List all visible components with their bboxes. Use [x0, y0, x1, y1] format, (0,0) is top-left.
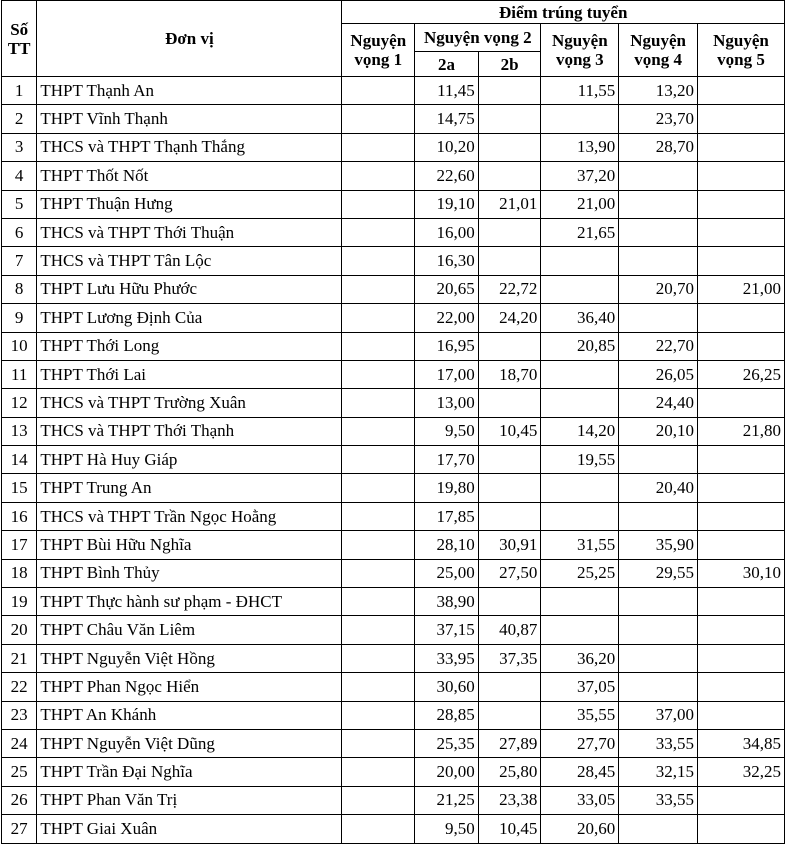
- score-nv2b: 23,38: [478, 786, 541, 814]
- table-row: [2, 815, 785, 843]
- score-nv5: [698, 786, 785, 814]
- header-nv2b: 2b: [478, 52, 541, 77]
- table-row: [2, 559, 785, 587]
- score-nv2b: [478, 162, 541, 190]
- score-nv3: 28,45: [541, 758, 619, 786]
- score-nv2a: 16,95: [415, 332, 479, 360]
- score-nv1: [342, 360, 415, 388]
- score-nv1: [342, 304, 415, 332]
- score-nv3: [541, 105, 619, 133]
- table-row: [2, 105, 785, 133]
- unit-name: THPT Hà Huy Giáp: [37, 446, 342, 474]
- row-number: 11: [2, 360, 37, 388]
- score-nv5: [698, 474, 785, 502]
- score-nv3: 36,20: [541, 644, 619, 672]
- score-nv5: 21,00: [698, 275, 785, 303]
- score-nv1: [342, 701, 415, 729]
- score-nv1: [342, 218, 415, 246]
- score-nv3: [541, 360, 619, 388]
- score-nv4: [619, 218, 698, 246]
- score-nv2b: [478, 77, 541, 105]
- score-nv3: 13,90: [541, 133, 619, 161]
- score-nv1: [342, 616, 415, 644]
- unit-name: THPT Phan Văn Trị: [37, 786, 342, 814]
- unit-name: THPT Châu Văn Liêm: [37, 616, 342, 644]
- header-nv4: Nguyện vọng 4: [619, 24, 698, 77]
- score-nv2b: [478, 446, 541, 474]
- score-nv3: [541, 588, 619, 616]
- score-nv2a: 9,50: [415, 417, 479, 445]
- unit-name: THPT Trung An: [37, 474, 342, 502]
- score-nv1: [342, 786, 415, 814]
- unit-name: THPT Phan Ngọc Hiển: [37, 673, 342, 701]
- row-number: 2: [2, 105, 37, 133]
- table-row: [2, 77, 785, 105]
- score-nv3: 14,20: [541, 417, 619, 445]
- score-nv2b: [478, 332, 541, 360]
- score-nv2b: [478, 133, 541, 161]
- unit-name: THCS và THPT Trường Xuân: [37, 389, 342, 417]
- table-row: [2, 417, 785, 445]
- row-number: 9: [2, 304, 37, 332]
- unit-name: THPT Trần Đại Nghĩa: [37, 758, 342, 786]
- score-nv1: [342, 588, 415, 616]
- score-nv4: 13,20: [619, 77, 698, 105]
- score-nv5: [698, 815, 785, 843]
- score-nv4: [619, 247, 698, 275]
- score-nv4: [619, 588, 698, 616]
- score-nv1: [342, 474, 415, 502]
- table-row: [2, 786, 785, 814]
- score-nv4: [619, 190, 698, 218]
- score-nv2b: [478, 247, 541, 275]
- row-number: 18: [2, 559, 37, 587]
- score-nv3: 21,65: [541, 218, 619, 246]
- score-nv2b: [478, 105, 541, 133]
- header-nv2: Nguyện vọng 2: [415, 24, 541, 52]
- table-row: [2, 304, 785, 332]
- score-nv2b: 18,70: [478, 360, 541, 388]
- score-nv2a: 30,60: [415, 673, 479, 701]
- score-nv2b: 27,89: [478, 729, 541, 757]
- score-nv1: [342, 559, 415, 587]
- table-row: [2, 502, 785, 530]
- score-nv4: [619, 644, 698, 672]
- table-row: [2, 275, 785, 303]
- score-nv4: 24,40: [619, 389, 698, 417]
- row-number: 17: [2, 531, 37, 559]
- unit-name: THPT Lưu Hữu Phước: [37, 275, 342, 303]
- score-nv2b: 37,35: [478, 644, 541, 672]
- table-row: [2, 588, 785, 616]
- score-nv4: 28,70: [619, 133, 698, 161]
- score-nv1: [342, 247, 415, 275]
- score-nv5: [698, 701, 785, 729]
- table-row: [2, 360, 785, 388]
- unit-name: THPT Nguyễn Việt Hồng: [37, 644, 342, 672]
- table-row: [2, 701, 785, 729]
- score-nv5: [698, 446, 785, 474]
- score-nv5: 30,10: [698, 559, 785, 587]
- row-number: 13: [2, 417, 37, 445]
- score-nv3: 35,55: [541, 701, 619, 729]
- table-body: [2, 77, 785, 844]
- score-nv2a: 22,60: [415, 162, 479, 190]
- score-nv1: [342, 389, 415, 417]
- score-nv4: 22,70: [619, 332, 698, 360]
- score-nv2b: 25,80: [478, 758, 541, 786]
- score-nv3: [541, 275, 619, 303]
- score-nv4: 35,90: [619, 531, 698, 559]
- score-nv3: [541, 389, 619, 417]
- score-nv2a: 17,70: [415, 446, 479, 474]
- row-number: 21: [2, 644, 37, 672]
- score-nv3: [541, 616, 619, 644]
- score-nv2b: 40,87: [478, 616, 541, 644]
- table-row: [2, 644, 785, 672]
- score-nv5: [698, 162, 785, 190]
- score-nv5: [698, 502, 785, 530]
- table-row: [2, 190, 785, 218]
- table-row: [2, 616, 785, 644]
- unit-name: THPT Vĩnh Thạnh: [37, 105, 342, 133]
- score-nv2a: 13,00: [415, 389, 479, 417]
- score-nv1: [342, 417, 415, 445]
- row-number: 7: [2, 247, 37, 275]
- score-nv2a: 19,10: [415, 190, 479, 218]
- row-number: 8: [2, 275, 37, 303]
- row-number: 5: [2, 190, 37, 218]
- score-nv3: 37,20: [541, 162, 619, 190]
- score-nv3: [541, 474, 619, 502]
- score-nv2a: 11,45: [415, 77, 479, 105]
- score-nv2b: [478, 701, 541, 729]
- score-nv5: [698, 105, 785, 133]
- score-nv1: [342, 275, 415, 303]
- score-nv1: [342, 133, 415, 161]
- table-row: [2, 133, 785, 161]
- unit-name: THPT An Khánh: [37, 701, 342, 729]
- header-nv5: Nguyện vọng 5: [698, 24, 785, 77]
- score-nv5: [698, 77, 785, 105]
- score-nv5: 32,25: [698, 758, 785, 786]
- score-nv5: [698, 673, 785, 701]
- row-number: 25: [2, 758, 37, 786]
- header-nv3: Nguyện vọng 3: [541, 24, 619, 77]
- score-nv3: 20,85: [541, 332, 619, 360]
- admission-scores-table: [1, 0, 785, 844]
- header-nv2a: 2a: [415, 52, 479, 77]
- score-nv5: [698, 531, 785, 559]
- unit-name: THPT Thới Lai: [37, 360, 342, 388]
- unit-name: THPT Thuận Hưng: [37, 190, 342, 218]
- score-nv2a: 28,10: [415, 531, 479, 559]
- score-nv1: [342, 162, 415, 190]
- row-number: 6: [2, 218, 37, 246]
- table-row: [2, 474, 785, 502]
- score-nv2b: [478, 588, 541, 616]
- score-nv1: [342, 190, 415, 218]
- unit-name: THPT Bùi Hữu Nghĩa: [37, 531, 342, 559]
- table-row: [2, 218, 785, 246]
- score-nv5: [698, 389, 785, 417]
- score-nv3: 19,55: [541, 446, 619, 474]
- score-nv2a: 22,00: [415, 304, 479, 332]
- score-nv5: [698, 133, 785, 161]
- score-nv4: 20,70: [619, 275, 698, 303]
- row-number: 12: [2, 389, 37, 417]
- score-nv3: 11,55: [541, 77, 619, 105]
- score-nv4: 37,00: [619, 701, 698, 729]
- table-row: [2, 247, 785, 275]
- score-nv4: [619, 502, 698, 530]
- score-nv4: 29,55: [619, 559, 698, 587]
- score-nv2b: 22,72: [478, 275, 541, 303]
- score-nv2a: 17,85: [415, 502, 479, 530]
- row-number: 27: [2, 815, 37, 843]
- row-number: 20: [2, 616, 37, 644]
- score-nv2a: 20,00: [415, 758, 479, 786]
- score-nv1: [342, 446, 415, 474]
- unit-name: THPT Thốt Nốt: [37, 162, 342, 190]
- score-nv2b: [478, 474, 541, 502]
- score-nv1: [342, 673, 415, 701]
- score-nv4: 20,10: [619, 417, 698, 445]
- score-nv2b: 30,91: [478, 531, 541, 559]
- unit-name: THPT Thạnh An: [37, 77, 342, 105]
- score-nv4: 26,05: [619, 360, 698, 388]
- score-nv5: [698, 218, 785, 246]
- score-nv1: [342, 531, 415, 559]
- row-number: 10: [2, 332, 37, 360]
- score-nv1: [342, 332, 415, 360]
- score-nv2b: 21,01: [478, 190, 541, 218]
- header-stt: Số TT: [2, 1, 37, 77]
- unit-name: THPT Lương Định Của: [37, 304, 342, 332]
- score-nv4: [619, 673, 698, 701]
- table-row: [2, 531, 785, 559]
- score-nv2b: 24,20: [478, 304, 541, 332]
- score-nv1: [342, 502, 415, 530]
- row-number: 15: [2, 474, 37, 502]
- score-nv2b: 10,45: [478, 815, 541, 843]
- score-nv5: [698, 247, 785, 275]
- unit-name: THCS và THPT Thạnh Thắng: [37, 133, 342, 161]
- score-nv2a: 10,20: [415, 133, 479, 161]
- score-nv4: [619, 446, 698, 474]
- score-nv5: 26,25: [698, 360, 785, 388]
- score-nv2b: [478, 673, 541, 701]
- score-nv3: [541, 247, 619, 275]
- score-nv2b: [478, 389, 541, 417]
- score-nv1: [342, 105, 415, 133]
- unit-name: THPT Nguyễn Việt Dũng: [37, 729, 342, 757]
- row-number: 4: [2, 162, 37, 190]
- unit-name: THPT Bình Thủy: [37, 559, 342, 587]
- header-unit: Đơn vị: [37, 1, 342, 77]
- table-row: [2, 446, 785, 474]
- score-nv2a: 33,95: [415, 644, 479, 672]
- score-nv1: [342, 815, 415, 843]
- table-row: [2, 729, 785, 757]
- score-nv1: [342, 729, 415, 757]
- score-nv4: 33,55: [619, 786, 698, 814]
- row-number: 1: [2, 77, 37, 105]
- score-nv5: [698, 190, 785, 218]
- score-nv2a: 17,00: [415, 360, 479, 388]
- row-number: 22: [2, 673, 37, 701]
- score-nv2a: 14,75: [415, 105, 479, 133]
- score-nv3: 27,70: [541, 729, 619, 757]
- score-nv2a: 21,25: [415, 786, 479, 814]
- score-nv4: [619, 616, 698, 644]
- row-number: 24: [2, 729, 37, 757]
- score-nv2a: 16,30: [415, 247, 479, 275]
- score-nv2b: [478, 218, 541, 246]
- score-nv1: [342, 77, 415, 105]
- score-nv4: 20,40: [619, 474, 698, 502]
- score-nv2a: 25,35: [415, 729, 479, 757]
- score-nv4: [619, 304, 698, 332]
- table-row: [2, 162, 785, 190]
- score-nv3: 25,25: [541, 559, 619, 587]
- score-nv4: 32,15: [619, 758, 698, 786]
- score-nv2a: 25,00: [415, 559, 479, 587]
- unit-name: THPT Giai Xuân: [37, 815, 342, 843]
- score-nv4: 33,55: [619, 729, 698, 757]
- unit-name: THCS và THPT Thới Thạnh: [37, 417, 342, 445]
- unit-name: THCS và THPT Tân Lộc: [37, 247, 342, 275]
- row-number: 26: [2, 786, 37, 814]
- score-nv2b: 27,50: [478, 559, 541, 587]
- row-number: 23: [2, 701, 37, 729]
- score-nv2a: 9,50: [415, 815, 479, 843]
- score-nv3: [541, 502, 619, 530]
- score-nv3: 36,40: [541, 304, 619, 332]
- score-nv5: [698, 332, 785, 360]
- score-nv2b: 10,45: [478, 417, 541, 445]
- score-nv4: [619, 815, 698, 843]
- score-nv5: 34,85: [698, 729, 785, 757]
- score-nv5: [698, 588, 785, 616]
- score-nv2a: 28,85: [415, 701, 479, 729]
- table-row: [2, 389, 785, 417]
- table-row: [2, 673, 785, 701]
- score-nv4: [619, 162, 698, 190]
- row-number: 16: [2, 502, 37, 530]
- score-nv3: 21,00: [541, 190, 619, 218]
- table-row: [2, 332, 785, 360]
- table-row: [2, 758, 785, 786]
- score-nv3: 33,05: [541, 786, 619, 814]
- score-nv5: [698, 304, 785, 332]
- score-nv5: 21,80: [698, 417, 785, 445]
- score-nv3: 31,55: [541, 531, 619, 559]
- score-nv1: [342, 758, 415, 786]
- score-nv5: [698, 616, 785, 644]
- row-number: 3: [2, 133, 37, 161]
- row-number: 14: [2, 446, 37, 474]
- score-nv2a: 37,15: [415, 616, 479, 644]
- score-nv2a: 16,00: [415, 218, 479, 246]
- unit-name: THCS và THPT Thới Thuận: [37, 218, 342, 246]
- unit-name: THPT Thực hành sư phạm - ĐHCT: [37, 588, 342, 616]
- score-nv5: [698, 644, 785, 672]
- score-nv1: [342, 644, 415, 672]
- unit-name: THPT Thới Long: [37, 332, 342, 360]
- header-nv1: Nguyện vọng 1: [342, 24, 415, 77]
- header-score-group: Điểm trúng tuyển: [342, 1, 785, 24]
- score-nv3: 37,05: [541, 673, 619, 701]
- score-nv2a: 20,65: [415, 275, 479, 303]
- unit-name: THCS và THPT Trần Ngọc Hoằng: [37, 502, 342, 530]
- score-nv3: 20,60: [541, 815, 619, 843]
- score-nv2b: [478, 502, 541, 530]
- score-nv4: 23,70: [619, 105, 698, 133]
- score-nv2a: 19,80: [415, 474, 479, 502]
- row-number: 19: [2, 588, 37, 616]
- score-nv2a: 38,90: [415, 588, 479, 616]
